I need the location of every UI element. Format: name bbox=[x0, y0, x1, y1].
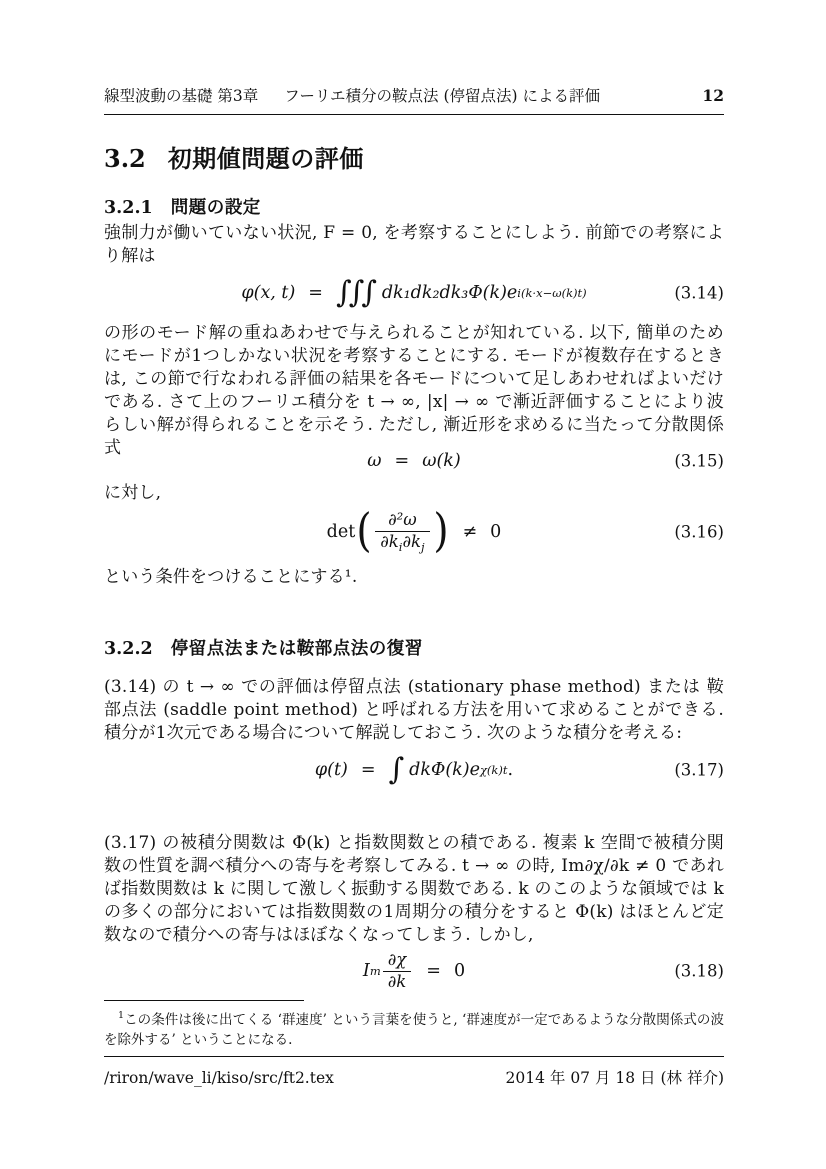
integral-sign: ∫ bbox=[388, 751, 402, 787]
footer-file-path: /riron/wave_li/kiso/src/ft2.tex bbox=[104, 1069, 334, 1087]
eq317-number: (3.17) bbox=[674, 760, 724, 780]
eq316-not-equal: ≠ bbox=[462, 522, 478, 542]
eq316-den-sub-j: j bbox=[420, 539, 425, 554]
eq316-den-dk2: ∂k bbox=[402, 531, 421, 551]
eq316-det-operator: det bbox=[326, 522, 356, 542]
eq315-equals: = bbox=[394, 451, 410, 471]
equation-3-16 bbox=[104, 504, 724, 560]
section-number: 3.2 bbox=[104, 144, 146, 173]
subsection-title: 問題の設定 bbox=[170, 198, 261, 218]
subsection-heading-3-2-2 bbox=[104, 635, 724, 660]
footnote-text: この条件は後に出てくる ‘群速度’ という言葉を使うと, ‘群速度が一定であるような分散関係式の波を除外する’ ということになる. bbox=[104, 1012, 724, 1048]
eq316-den-sub-i: i bbox=[398, 539, 403, 554]
eq315-rhs: ω(k) bbox=[422, 451, 461, 471]
eq314-equals: = bbox=[308, 283, 323, 303]
header-chapter: 線型波動の基礎 第3章 bbox=[104, 87, 259, 105]
section-heading-3-2 bbox=[104, 139, 724, 174]
triple-integral-sign: ∫∫∫ bbox=[335, 274, 374, 310]
left-paren: ( bbox=[356, 503, 372, 557]
eq316-den-dk1: ∂k bbox=[380, 531, 399, 551]
paragraph-condition: という条件をつけることにする¹. bbox=[104, 567, 358, 587]
eq316-denominator bbox=[375, 531, 429, 554]
footnote-rule bbox=[104, 1000, 304, 1001]
footer-date-author: 2014 年 07 月 18 日 (林 祥介) bbox=[505, 1069, 724, 1087]
eq315-number: (3.15) bbox=[674, 451, 724, 471]
paragraph-integrand-analysis: (3.17) の被積分関数は Φ(k) と指数関数との積である. 複素 k 空間で被積分関数の性質を調べ積分への寄与を考察してみる. t → ∞ の時, Im∂χ/∂k ≠ 0 であれば指数関数は k に関して激しく振動する関数である. k のこのような領域では k の多くの部分においては指数関数の1周期分の積分をすると Φ(k) はほとんど定数なので積分への寄与はほぼなくなってしまう. しかし, bbox=[104, 833, 724, 945]
paragraph-nitaishi: に対し, bbox=[104, 483, 162, 503]
page-header bbox=[104, 84, 724, 115]
header-chapter-title: フーリエ積分の鞍点法 (停留点法) による評価 bbox=[284, 87, 600, 105]
section-title: 初期値問題の評価 bbox=[167, 145, 364, 173]
eq316-number: (3.16) bbox=[674, 522, 724, 542]
eq318-number: (3.18) bbox=[674, 961, 724, 981]
eq318-equals: = bbox=[426, 961, 441, 981]
eq317-lhs: φ(t) bbox=[314, 760, 348, 780]
eq316-numerator: ∂²ω bbox=[388, 510, 417, 529]
footnote-marker: 1 bbox=[118, 1010, 125, 1021]
eq314-exponent: i(k·x−ω(k)t) bbox=[517, 286, 587, 300]
page-number: 12 bbox=[702, 86, 724, 105]
equation-3-14 bbox=[104, 270, 724, 316]
eq317-exponent: χ(k)t bbox=[479, 763, 508, 777]
eq318-im-sub: m bbox=[369, 964, 381, 978]
paragraph-method-intro: (3.14) の t → ∞ での評価は停留点法 (stationary phase method) または 鞍部点法 (saddle point method) と呼ばれる方法を用いて求めることができる. 積分が1次元である場合について解説しておこう. 次のような積分を考える: bbox=[104, 677, 724, 743]
page-footer bbox=[104, 1056, 724, 1088]
eq314-lhs: φ(x, t) bbox=[241, 283, 296, 303]
eq317-integrand: dkΦ(k)e bbox=[409, 760, 480, 780]
equation-3-18 bbox=[104, 946, 724, 996]
subsection-heading-3-2-1 bbox=[104, 194, 724, 219]
eq318-denominator: ∂k bbox=[383, 971, 412, 993]
equation-3-15 bbox=[104, 448, 724, 474]
eq316-rhs: 0 bbox=[490, 522, 502, 542]
subsection-title: 停留点法または鞍部点法の復習 bbox=[170, 639, 423, 659]
eq316-fraction bbox=[375, 510, 429, 554]
subsection-number: 3.2.1 bbox=[104, 198, 153, 218]
right-paren: ) bbox=[432, 503, 449, 557]
equation-3-17 bbox=[104, 748, 724, 792]
eq318-fraction bbox=[383, 950, 412, 992]
eq318-rhs: 0 bbox=[453, 961, 466, 981]
eq314-number: (3.14) bbox=[674, 283, 724, 303]
eq318-imaginary-part-symbol: I bbox=[362, 961, 370, 981]
eq315-lhs: ω bbox=[367, 451, 382, 471]
paragraph-mode-superposition: の形のモード解の重ねあわせで与えられることが知れている. 以下, 簡単のためにモードが1つしかない状況を考察することにする. モードが複数存在するときは, この節で行なわれる評価の結果を各モードについて足しあわせればよいだけである. さて上のフーリエ積分を t → ∞, |x| → ∞ で漸近評価することにより波らしい解が得られることを示そう. ただし, 漸近形を求めるに当たって分散関係式 bbox=[104, 323, 724, 458]
footnote bbox=[104, 1006, 724, 1050]
eq318-numerator: ∂χ bbox=[387, 949, 407, 969]
subsection-number: 3.2.2 bbox=[104, 639, 153, 659]
paragraph-problem-setup: 強制力が働いていない状況, F = 0, を考察することにしよう. 前節での考察により解は bbox=[104, 223, 725, 266]
eq314-integrand: dk₁dk₂dk₃Φ(k)e bbox=[381, 283, 518, 303]
eq317-equals: = bbox=[360, 760, 376, 780]
eq317-period: . bbox=[507, 760, 514, 780]
